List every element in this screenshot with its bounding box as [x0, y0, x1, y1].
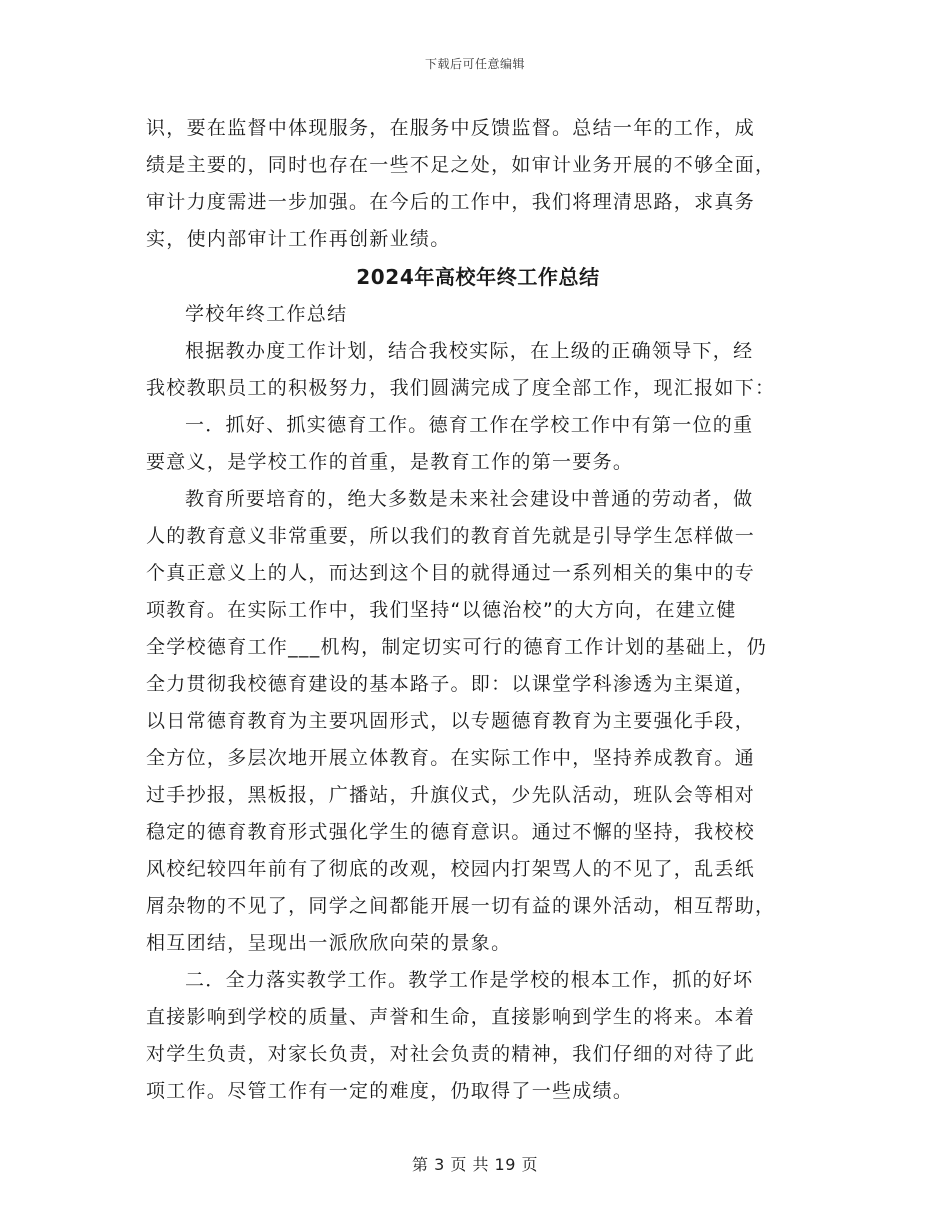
header-note: 下载后可任意编辑: [424, 57, 525, 71]
paragraph-line: 教育所要培育的，绝大多数是未来社会建设中普通的劳动者，做: [185, 488, 754, 510]
paragraph-line: 审计力度需进一步加强。在今后的工作中，我们将理清思路，求真务: [146, 191, 756, 213]
paragraph-line: 识，要在监督中体现服务，在服务中反馈监督。总结一年的工作，成: [146, 117, 756, 139]
paragraph-line: 二．全力落实教学工作。教学工作是学校的根本工作，抓的好坏: [185, 969, 754, 991]
paragraph-line: 我校教职员工的积极努力，我们圆满完成了度全部工作，现汇报如下：: [146, 377, 776, 399]
paragraph-line: 以日常德育教育为主要巩固形式，以专题德育教育为主要强化手段，: [146, 710, 756, 732]
paragraph-line: 相互团结，呈现出一派欣欣向荣的景象。: [146, 932, 512, 954]
paragraph-line: 直接影响到学校的质量、声誉和生命，直接影响到学生的将来。本着: [146, 1006, 756, 1028]
paragraph-line: 对学生负责，对家长负责，对社会负责的精神，我们仔细的对待了此: [146, 1043, 756, 1065]
section-subtitle: 学校年终工作总结: [185, 303, 348, 325]
paragraph-line: 项教育。在实际工作中，我们坚持“以德治校”的大方向，在建立健: [146, 599, 737, 621]
document-title: 2024年高校年终工作总结: [356, 265, 600, 289]
paragraph-line: 过手抄报，黑板报，广播站，升旗仪式，少先队活动，班队会等相对: [146, 784, 756, 806]
paragraph-line: 全方位，多层次地开展立体教育。在实际工作中，坚持养成教育。通: [146, 747, 756, 769]
paragraph-line: 要意义，是学校工作的首重，是教育工作的第一要务。: [146, 451, 634, 473]
paragraph-line: 根据教办度工作计划，结合我校实际，在上级的正确领导下，经: [185, 340, 754, 362]
paragraph-line: 全学校德育工作___机构，制定切实可行的德育工作计划的基础上，仍: [146, 636, 768, 658]
paragraph-line: 绩是主要的，同时也存在一些不足之处，如审计业务开展的不够全面，: [146, 154, 776, 176]
paragraph-line: 项工作。尽管工作有一定的难度，仍取得了一些成绩。: [146, 1080, 634, 1102]
paragraph-line: 风校纪较四年前有了彻底的改观，校园内打架骂人的不见了，乱丢纸: [146, 858, 756, 880]
paragraph-line: 个真正意义上的人，而达到这个目的就得通过一系列相关的集中的专: [146, 562, 756, 584]
paragraph-line: 实，使内部审计工作再创新业绩。: [146, 228, 451, 250]
document-body: [146, 110, 810, 1110]
paragraph-line: 全力贯彻我校德育建设的基本路子。即：以课堂学科渗透为主渠道，: [146, 673, 756, 695]
paragraph-line: 一．抓好、抓实德育工作。德育工作在学校工作中有第一位的重: [185, 414, 754, 436]
page-number: 第 3 页 共 19 页: [412, 1155, 538, 1174]
paragraph-line: 稳定的德育教育形式强化学生的德育意识。通过不懈的坚持，我校校: [146, 821, 756, 843]
paragraph-line: 人的教育意义非常重要，所以我们的教育首先就是引导学生怎样做一: [146, 525, 756, 547]
paragraph-line: 屑杂物的不见了，同学之间都能开展一切有益的课外活动，相互帮助，: [146, 895, 776, 917]
